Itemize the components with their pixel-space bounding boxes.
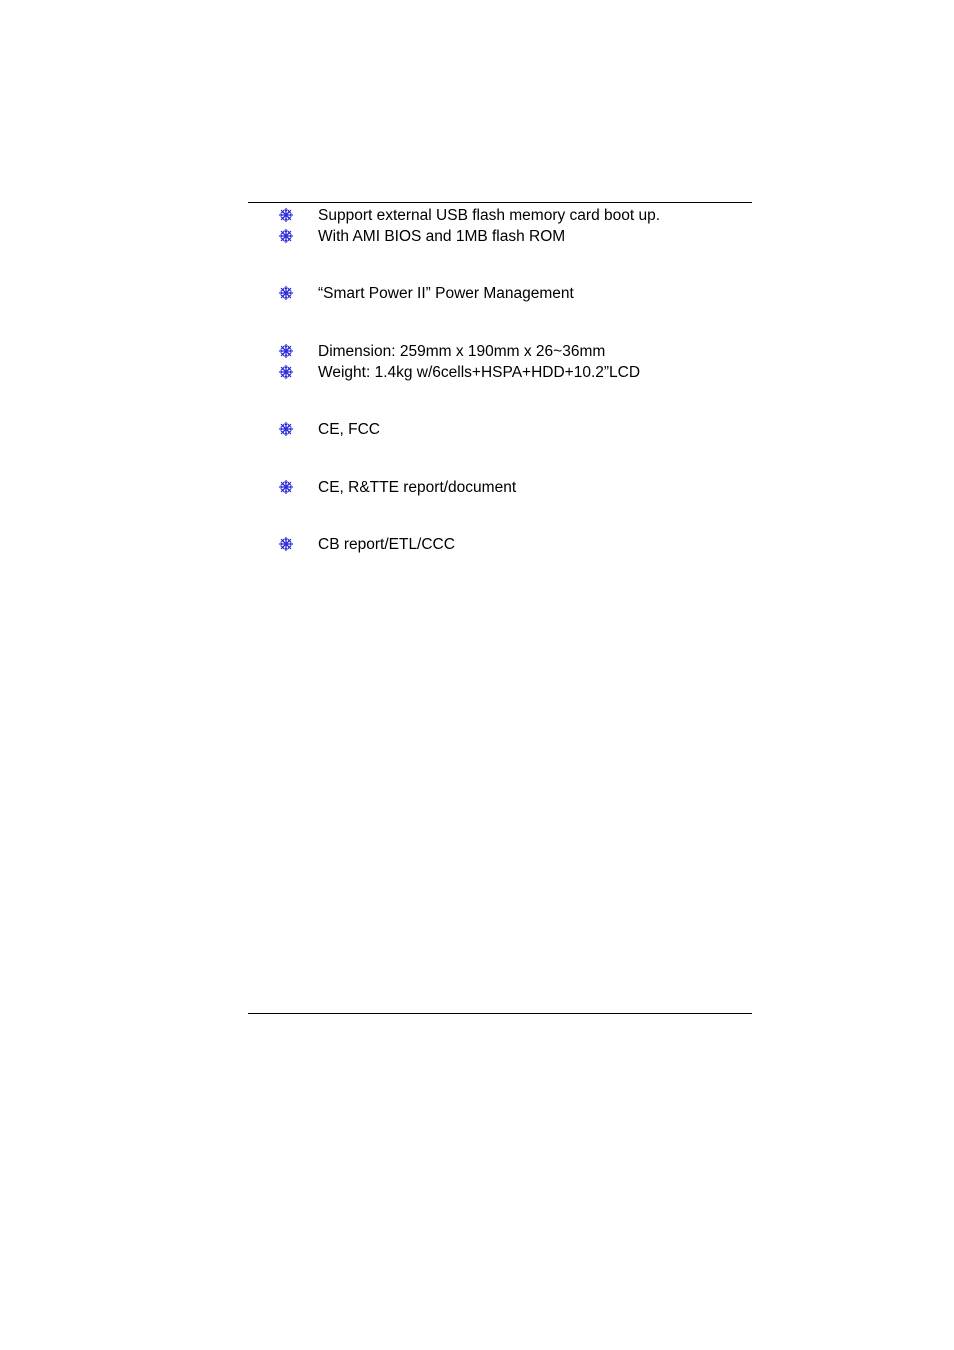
list-item-text: “Smart Power II” Power Management [318, 285, 574, 302]
bottom-rule [248, 1013, 752, 1014]
list-item-text: CE, FCC [318, 421, 380, 438]
list-item-text: Dimension: 259mm x 190mm x 26~36mm [318, 343, 606, 360]
list-item [276, 227, 746, 247]
snowflake-bullet-icon [276, 206, 296, 226]
list-item-text: CE, R&TTE report/document [318, 479, 517, 496]
snowflake-bullet-icon [276, 478, 296, 498]
snowflake-bullet-icon [276, 363, 296, 383]
snowflake-bullet-icon [276, 284, 296, 304]
snowflake-bullet-icon [276, 227, 296, 247]
list-item [276, 420, 746, 440]
top-rule [248, 202, 752, 203]
snowflake-bullet-icon [276, 420, 296, 440]
snowflake-bullet-icon [276, 342, 296, 362]
list-item-text: Weight: 1.4kg w/6cells+HSPA+HDD+10.2”LCD [318, 364, 641, 381]
list-item [276, 206, 746, 226]
list-item [276, 363, 746, 383]
list-item-text: CB report/ETL/CCC [318, 536, 455, 553]
snowflake-bullet-icon [276, 535, 296, 555]
list-item [276, 284, 746, 304]
list-item [276, 342, 746, 362]
list-item [276, 478, 746, 498]
list-item [276, 535, 746, 555]
list-item-text: Support external USB flash memory card boot up. [318, 207, 661, 224]
list-item-text: With AMI BIOS and 1MB flash ROM [318, 228, 566, 245]
